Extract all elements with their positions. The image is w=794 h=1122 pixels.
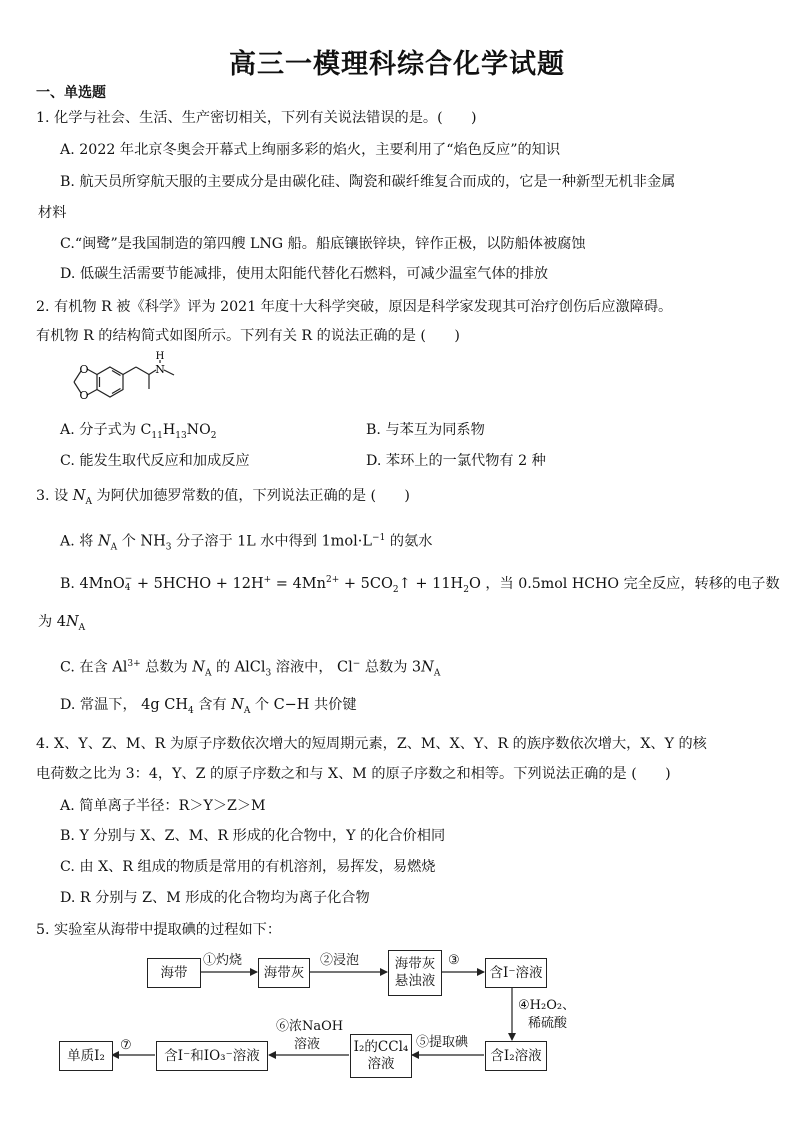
flow-box-seaweed: 海带 (147, 958, 201, 988)
q4-stem-line2: 电荷数之比为 3：4，Y、Z 的原子序数之和与 X、M 的原子序数之和相等。下列说法正确的是 ( ) (36, 766, 671, 782)
q5-stem: 5. 实验室从海带中提取碘的过程如下： (36, 922, 282, 938)
q1-stem: 1. 化学与社会、生活、生产密切相关，下列有关说法错误的是。( ) (36, 110, 477, 126)
q3-option-c: C. 在含 $Al^{3+}$ 总数为 $N_A$ 的 AlCl$_3$ 溶液中， Cl− 总数为 $3N_A$ (60, 659, 441, 679)
redox-equation: 4MnO − 4 + 5HCHO + $12H^+ = 4Mn^{2+}$ + $5CO_2↑ + 11H_2O$ (79, 573, 481, 595)
q4-option-a: A. 简单离子半径：R＞Y＞Z＞M (60, 798, 266, 814)
q1-option-d: D. 低碳生活需要节能减排，使用太阳能代替化石燃料，可减少温室气体的排放 (60, 266, 549, 282)
flow-box-iodine-solution: 含I₂溶液 (485, 1041, 547, 1071)
flow-box-iodide-iodate: 含I⁻和IO₃⁻溶液 (156, 1041, 268, 1071)
q1-option-b-line1: B. 航天员所穿航天服的主要成分是由碳化硅、陶瓷和碳纤维复合而成的，它是一种新型无机非金属 (60, 174, 676, 190)
q2-option-c: C. 能发生取代反应和加成反应 (60, 453, 250, 469)
flow-step-4-label: ④H₂O₂、 (518, 998, 576, 1013)
q4-option-d: D. R 分别与 Z、M 形成的化合物均为离子化合物 (60, 890, 370, 906)
oxygen-atom-label: O (79, 363, 89, 376)
flow-box-elemental-iodine: 单质I₂ (59, 1041, 113, 1071)
flow-step-6-label-line2: 溶液 (294, 1037, 321, 1052)
flow-step-3-label: ③ (448, 953, 460, 968)
q3-option-b-line2: 为 $4N_A$ (38, 614, 86, 633)
q3-option-a: A. 将 $N_A$ 个 $NH_3$ 分子溶于 1L 水中得到 $1mol\cdot L^{-1}$ 的氨水 (60, 533, 433, 553)
section-heading: 一、单选题 (36, 85, 106, 101)
q2-option-a: A. 分子式为 $C_{11}H_{13}NO_2$ (60, 422, 217, 441)
q1-option-c: C.“闽鹭”是我国制造的第四艘 LNG 船。船底镶嵌锌块，锌作正极，以防船体被腐蚀 (60, 236, 586, 252)
flow-step-5-label: ⑤提取碘 (416, 1035, 469, 1050)
oxygen-atom-label: O (79, 389, 89, 402)
q4-stem-line1: 4. X、Y、Z、M、R 为原子序数依次增大的短周期元素，Z、M、X、Y、R 的族序数依次增大，X、Y 的核 (36, 736, 707, 752)
flow-box-ash-suspension: 海带灰 悬浊液 (388, 950, 442, 996)
flow-step-1-label: ①灼烧 (203, 953, 243, 968)
flow-box-iodide-solution: 含I⁻溶液 (485, 958, 547, 988)
q2-option-d: D. 苯环上的一氯代物有 2 种 (366, 453, 546, 469)
nitrogen-atom-label: N (155, 363, 165, 376)
q3-option-b: B. 4MnO − 4 + 5HCHO + $12H^+ = 4Mn^{2+}$ + $5CO_2↑ + 11H_2O$ ，当 0.5mol HCHO 完全反应，转移的电子数 (60, 573, 780, 595)
flow-step-6-label: ⑥浓NaOH (276, 1019, 344, 1034)
q4-option-b: B. Y 分别与 X、Z、M、R 形成的化合物中，Y 的化合价相同 (60, 828, 446, 844)
q2-stem-line2: 有机物 R 的结构简式如图所示。下列有关 R 的说法正确的是 ( ) (36, 328, 460, 344)
flow-box-seaweed-ash: 海带灰 (258, 958, 310, 988)
hydrogen-atom-label: H (155, 351, 165, 362)
q1-option-a: A. 2022 年北京冬奥会开幕式上绚丽多彩的焰火，主要利用了“焰色反应”的知识 (60, 142, 561, 158)
q2-stem-line1: 2. 有机物 R 被《科学》评为 2021 年度十大科学突破，原因是科学家发现其可治疗创伤后应激障碍。 (36, 299, 673, 315)
page-title: 高三一模理科综合化学试题 (229, 49, 565, 80)
q3-option-d: D. 常温下， 4g $CH_4$ 含有 $N_A$ 个 C−H 共价键 (60, 697, 357, 716)
flow-step-2-label: ②浸泡 (320, 953, 360, 968)
q1-option-b-line2: 材料 (38, 205, 67, 221)
q3-stem: 3. 设 $N_A$ 为阿伏加德罗常数的值，下列说法正确的是 ( ) (36, 488, 410, 507)
q4-option-c: C. 由 X、R 组成的物质是常用的有机溶剂，易挥发，易燃烧 (60, 859, 436, 875)
q2-option-b: B. 与苯互为同系物 (366, 422, 485, 438)
flow-step-7-label: ⑦ (120, 1038, 132, 1053)
flow-box-iodine-ccl4: I₂的CCl₄ 溶液 (350, 1034, 412, 1078)
flow-step-4-label-line2: 稀硫酸 (528, 1016, 568, 1031)
